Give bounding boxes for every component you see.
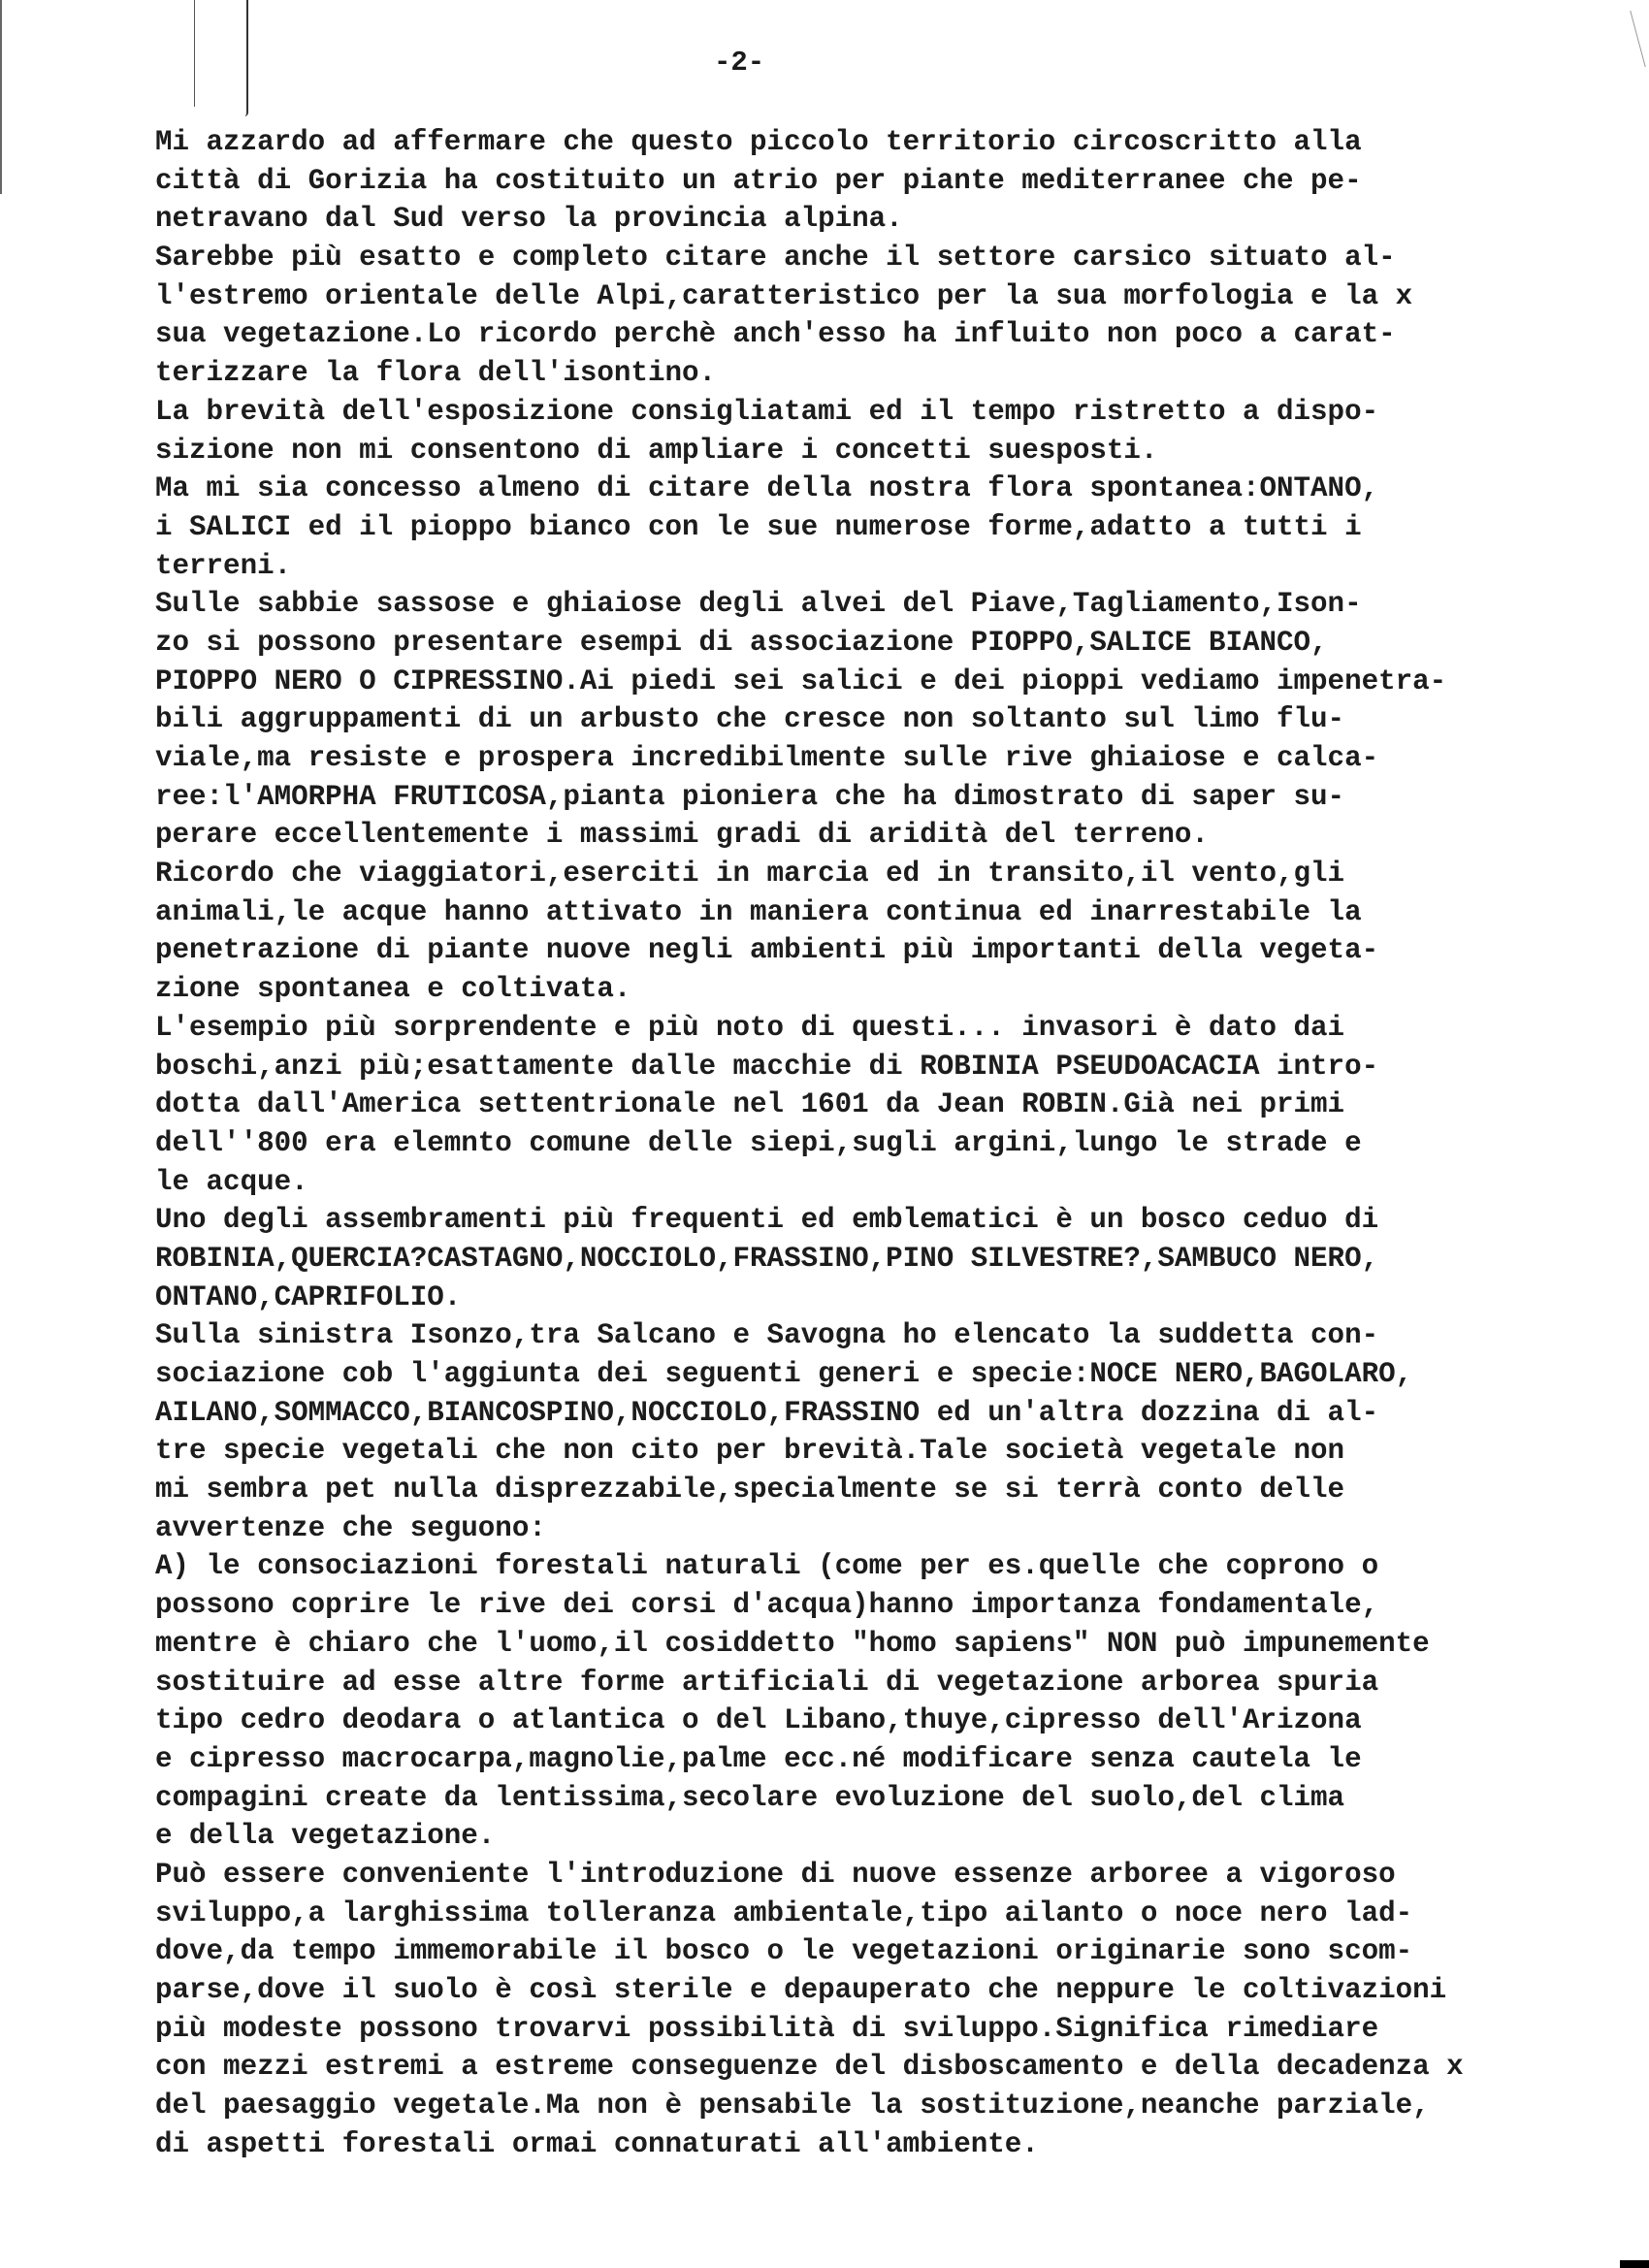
- text-line: ree:l'AMORPHA FRUTICOSA,pianta pioniera che ha dimostrato di saper su-: [155, 780, 1345, 813]
- text-line: viale,ma resiste e prospera incredibilmente sulle rive ghiaiose e calca-: [155, 742, 1379, 774]
- page-number: -2-: [714, 47, 765, 79]
- text-line: tipo cedro deodara o atlantica o del Libano,thuye,cipresso dell'Arizona: [155, 1704, 1362, 1737]
- text-line: possono coprire le rive dei corsi d'acqua)hanno importanza fondamentale,: [155, 1589, 1379, 1622]
- text-line: sua vegetazione.Lo ricordo perchè anch'esso ha influito non poco a carat-: [155, 318, 1396, 351]
- text-line: PIOPPO NERO O CIPRESSINO.Ai piedi sei salici e dei pioppi vediamo impenetra-: [155, 664, 1447, 697]
- text-line: di aspetti forestali ormai connaturati all'ambiente.: [155, 2127, 1039, 2160]
- text-line: più modeste possono trovarvi possibilità di sviluppo.Significa rimediare: [155, 2012, 1379, 2045]
- scan-border-mark: [1620, 2260, 1649, 2268]
- text-line: terreni.: [155, 549, 292, 582]
- text-line: L'esempio più sorprendente e più noto di questi... invasori è dato dai: [155, 1011, 1345, 1044]
- text-line: con mezzi estremi a estreme conseguenze del disboscamento e della decadenza x: [155, 2051, 1464, 2084]
- text-line: mentre è chiaro che l'uomo,il cosiddetto "homo sapiens" NON può impunemente: [155, 1627, 1430, 1660]
- text-line: dotta dall'America settentrionale nel 1601 da Jean ROBIN.Già nei primi: [155, 1088, 1345, 1121]
- text-line: Sulla sinistra Isonzo,tra Salcano e Savogna ho elencato la suddetta con-: [155, 1319, 1379, 1352]
- text-line: animali,le acque hanno attivato in maniera continua ed inarrestabile la: [155, 895, 1362, 928]
- text-line: netravano dal Sud verso la provincia alpina.: [155, 203, 903, 236]
- text-line: La brevità dell'esposizione consigliatami ed il tempo ristretto a dispo-: [155, 395, 1379, 428]
- text-line: tre specie vegetali che non cito per brevità.Tale società vegetale non: [155, 1435, 1345, 1468]
- body-text: [155, 123, 1610, 2163]
- text-line: avvertenze che seguono:: [155, 1511, 546, 1544]
- text-line: e cipresso macrocarpa,magnolie,palme ecc.né modificare senza cautela le: [155, 1742, 1362, 1775]
- text-line: compagini create da lentissima,secolare evoluzione del suolo,del clima: [155, 1781, 1345, 1814]
- text-line: l'estremo orientale delle Alpi,caratteristico per la sua morfologia e la x: [155, 279, 1413, 312]
- text-line: Uno degli assembramenti più frequenti ed emblematici è un bosco ceduo di: [155, 1204, 1379, 1237]
- text-line: città di Gorizia ha costituito un atrio per piante mediterranee che pe-: [155, 164, 1362, 197]
- text-line: e della vegetazione.: [155, 1820, 496, 1853]
- text-line: ONTANO,CAPRIFOLIO.: [155, 1280, 462, 1313]
- text-line: terizzare la flora dell'isontino.: [155, 357, 717, 390]
- text-line: A) le consociazioni forestali naturali (come per es.quelle che coprono o: [155, 1550, 1379, 1583]
- text-line: sostituire ad esse altre forme artificiali di vegetazione arborea spuria: [155, 1666, 1379, 1699]
- scan-corner-mark: [1630, 11, 1645, 67]
- text-line: sociazione cob l'aggiunta dei seguenti generi e specie:NOCE NERO,BAGOLARO,: [155, 1358, 1413, 1390]
- text-line: Può essere conveniente l'introduzione di nuove essenze arboree a vigoroso: [155, 1858, 1396, 1891]
- text-line: del paesaggio vegetale.Ma non è pensabile la sostituzione,neanche parziale,: [155, 2090, 1430, 2122]
- text-line: Ricordo che viaggiatori,eserciti in marcia ed in transito,il vento,gli: [155, 858, 1345, 891]
- text-line: sizione non mi consentono di ampliare i concetti suesposti.: [155, 434, 1158, 467]
- text-line: Sarebbe più esatto e completo citare anche il settore carsico situato al-: [155, 242, 1396, 275]
- text-line: dove,da tempo immemorabile il bosco o le vegetazioni originarie sono scom-: [155, 1935, 1413, 1968]
- scan-edge-mark: [0, 0, 2, 194]
- text-line: dell''800 era elemnto comune delle siepi,sugli argini,lungo le strade e: [155, 1126, 1362, 1159]
- text-line: sviluppo,a larghissima tolleranza ambientale,tipo ailanto o noce nero lad-: [155, 1896, 1413, 1929]
- text-line: bili aggruppamenti di un arbusto che cresce non soltanto sul limo flu-: [155, 703, 1345, 736]
- text-line: zione spontanea e coltivata.: [155, 973, 631, 1006]
- text-line: mi sembra pet nulla disprezzabile,specialmente se si terrà conto delle: [155, 1474, 1345, 1507]
- scan-pen-mark: [194, 0, 195, 107]
- text-line: ROBINIA,QUERCIA?CASTAGNO,NOCCIOLO,FRASSINO,PINO SILVESTRE?,SAMBUCO NERO,: [155, 1242, 1379, 1275]
- handwritten-bracket-mark: [244, 0, 248, 116]
- text-line: Ma mi sia concesso almeno di citare della nostra flora spontanea:ONTANO,: [155, 472, 1379, 505]
- text-line: le acque.: [155, 1165, 308, 1198]
- text-line: AILANO,SOMMACCO,BIANCOSPINO,NOCCIOLO,FRASSINO ed un'altra dozzina di al-: [155, 1396, 1379, 1429]
- text-line: Sulle sabbie sassose e ghiaiose degli alvei del Piave,Tagliamento,Ison-: [155, 588, 1362, 621]
- text-line: Mi azzardo ad affermare che questo piccolo territorio circoscritto alla: [155, 126, 1362, 158]
- text-line: parse,dove il suolo è così sterile e depauperato che neppure le coltivazioni: [155, 1974, 1447, 2006]
- text-line: perare eccellentemente i massimi gradi di aridità del terreno.: [155, 819, 1209, 852]
- text-line: boschi,anzi più;esattamente dalle macchie di ROBINIA PSEUDOACACIA intro-: [155, 1050, 1379, 1083]
- text-line: penetrazione di piante nuove negli ambienti più importanti della vegeta-: [155, 934, 1379, 967]
- text-line: i SALICI ed il pioppo bianco con le sue numerose forme,adatto a tutti i: [155, 510, 1362, 543]
- text-line: zo si possono presentare esempi di associazione PIOPPO,SALICE BIANCO,: [155, 626, 1328, 659]
